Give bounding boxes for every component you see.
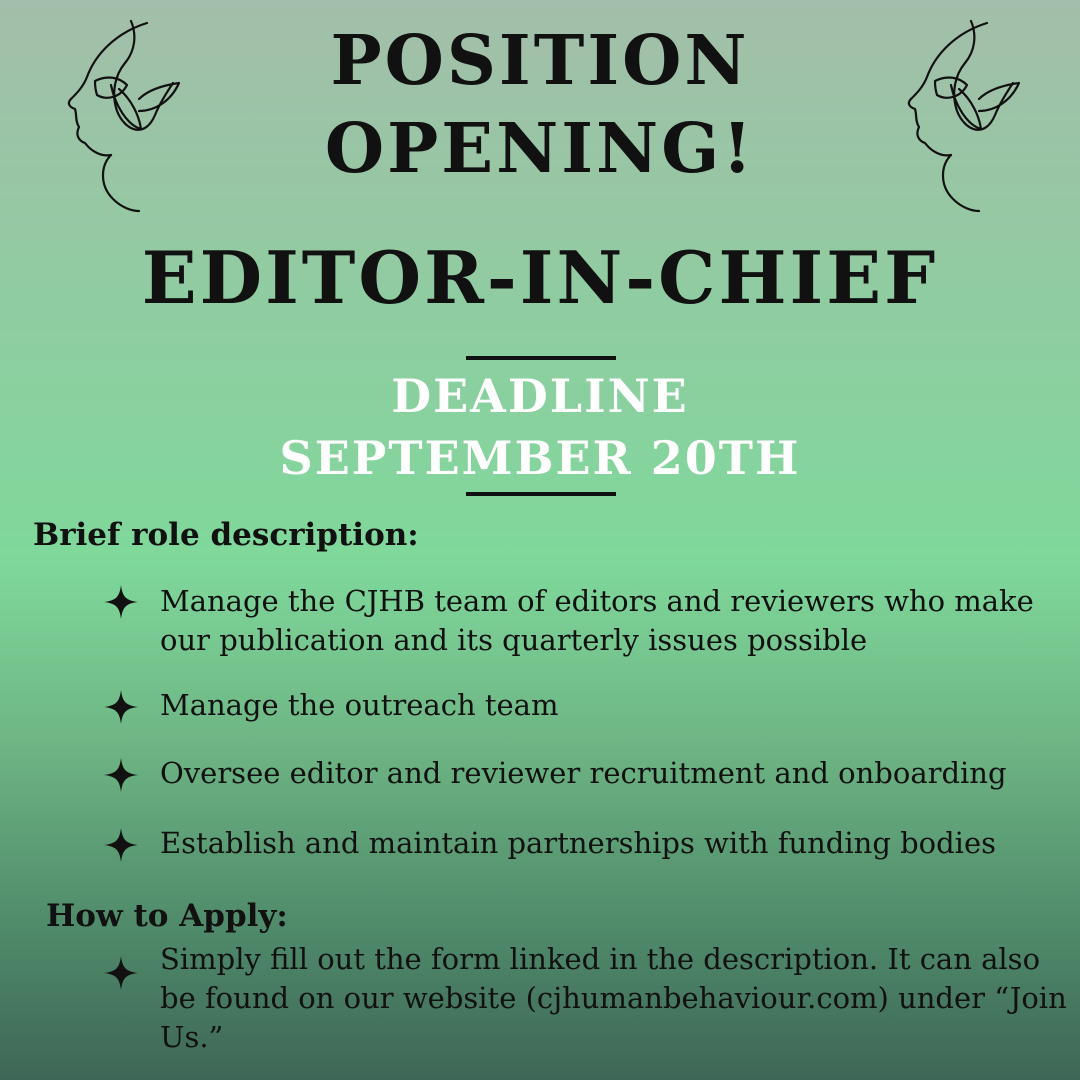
description-item: Oversee editor and reviewer recruitment and onboarding — [160, 756, 1007, 790]
deadline-date: SEPTEMBER 20TH — [279, 431, 801, 485]
four-point-star-icon — [104, 690, 138, 724]
four-point-star-icon — [104, 956, 138, 990]
description-item: Manage the outreach team — [160, 688, 559, 722]
divider-top — [466, 356, 616, 360]
description-heading: Brief role description: — [33, 517, 419, 553]
role-title: EDITOR-IN-CHIEF — [141, 235, 939, 320]
deadline-label: DEADLINE — [391, 369, 689, 423]
description-item: Establish and maintain partnerships with funding bodies — [160, 826, 997, 860]
divider-bottom — [466, 492, 616, 496]
title-line-1: POSITION — [330, 21, 750, 101]
title-line-2: OPENING! — [324, 109, 756, 189]
apply-heading: How to Apply: — [46, 898, 288, 934]
four-point-star-icon — [104, 758, 138, 792]
four-point-star-icon — [104, 828, 138, 862]
apply-instructions: Simply fill out the form linked in the description. It can also be found on our website (cjhumanbehaviour.com) under “Join Us.” — [160, 942, 1067, 1054]
description-item: Manage the CJHB team of editors and reviewers who make our publication and its quarterly issues possible — [160, 584, 1034, 657]
four-point-star-icon — [104, 585, 138, 619]
